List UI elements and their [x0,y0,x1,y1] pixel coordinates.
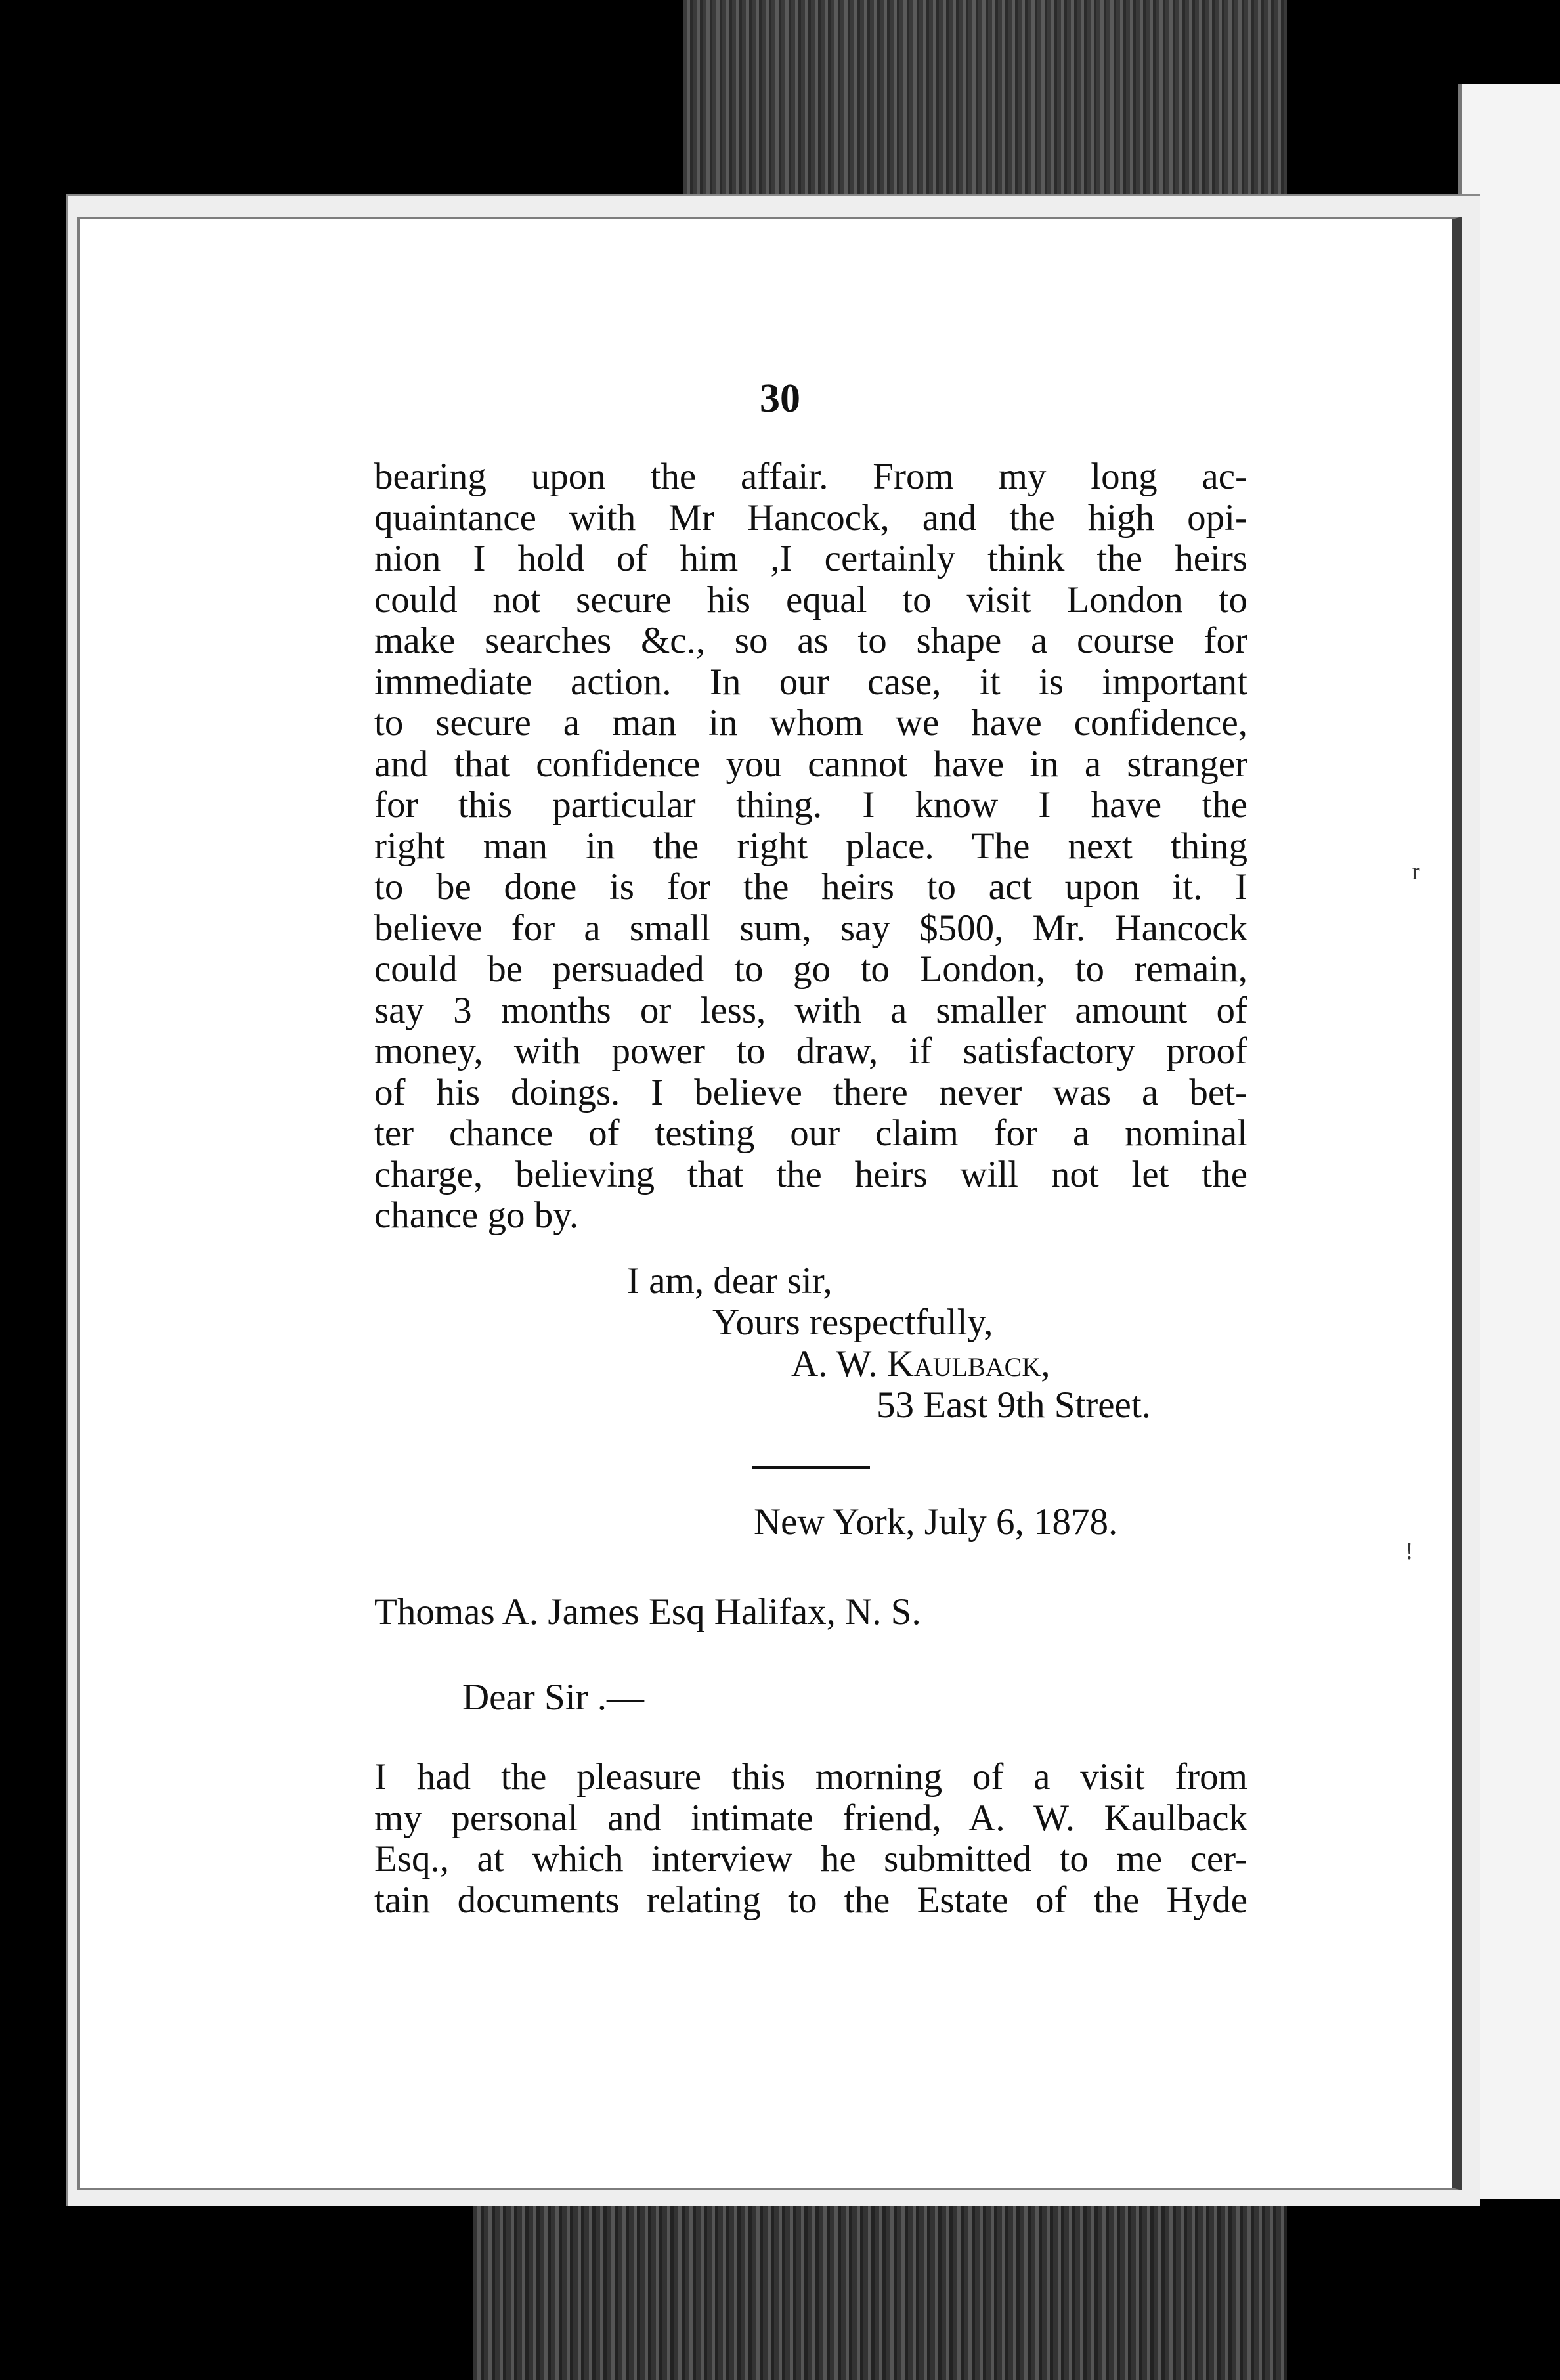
section-divider [752,1466,870,1469]
text-line: quaintance with Mr Hancock, and the high opi- [374,496,1247,539]
text-line: to be done is for the heirs to act upon it. I [374,866,1247,908]
text-line: Esq., at which interview he submitted to me cer- [374,1838,1247,1880]
closing-respects: Yours respectfully, [712,1302,993,1343]
text-line: to secure a man in whom we have confidence, [374,702,1247,743]
closing-greeting: I am, dear sir, [627,1260,833,1302]
text-line: believe for a small sum, say $500, Mr. Hancock [374,907,1247,949]
scan-background-bottom [473,2190,1287,2380]
text-line: of his doings. I believe there never was a bet- [374,1071,1247,1113]
text-line: could not secure his equal to visit London to [374,579,1247,621]
text-line: bearing upon the affair. From my long ac- [374,456,1247,497]
text-line: my personal and intimate friend, A. W. Kaulback [374,1797,1247,1839]
text-line: for this particular thing. I know I have the [374,784,1247,826]
text-line: chance go by. [374,1195,579,1236]
text-line: and that confidence you cannot have in a stranger [374,743,1247,785]
margin-mark: r [1412,858,1420,885]
text-line: charge, believing that the heirs will not let the [374,1153,1247,1195]
addressee: Thomas A. James Esq Halifax, N. S. [374,1591,921,1633]
text-line: could be persuaded to go to London, to remain, [374,948,1247,990]
text-line: I had the pleasure this morning of a visit from [374,1756,1247,1797]
text-line: right man in the right place. The next thing [374,825,1247,867]
text-line: money, with power to draw, if satisfactory proof [374,1030,1247,1072]
text-line: immediate action. In our case, it is important [374,661,1247,703]
second-letter-body [374,1757,1247,1921]
letter-body [374,456,1247,1237]
text-line: make searches &c., so as to shape a course for [374,620,1247,661]
signature: A. W. Kaulback, [791,1343,1051,1384]
salutation: Dear Sir .— [462,1677,645,1718]
text-line: nion I hold of him ,I certainly think the heirs [374,538,1247,579]
scan-background-top [683,0,1287,217]
text-line: tain documents relating to the Estate of the Hyde [374,1879,1247,1921]
sender-address: 53 East 9th Street. [877,1384,1151,1426]
dateline: New York, July 6, 1878. [754,1501,1118,1543]
text-line: say 3 months or less, with a smaller amount of [374,989,1247,1031]
margin-mark: ! [1405,1537,1414,1565]
text-line: ter chance of testing our claim for a nominal [374,1113,1247,1154]
page-number: 30 [760,376,800,421]
